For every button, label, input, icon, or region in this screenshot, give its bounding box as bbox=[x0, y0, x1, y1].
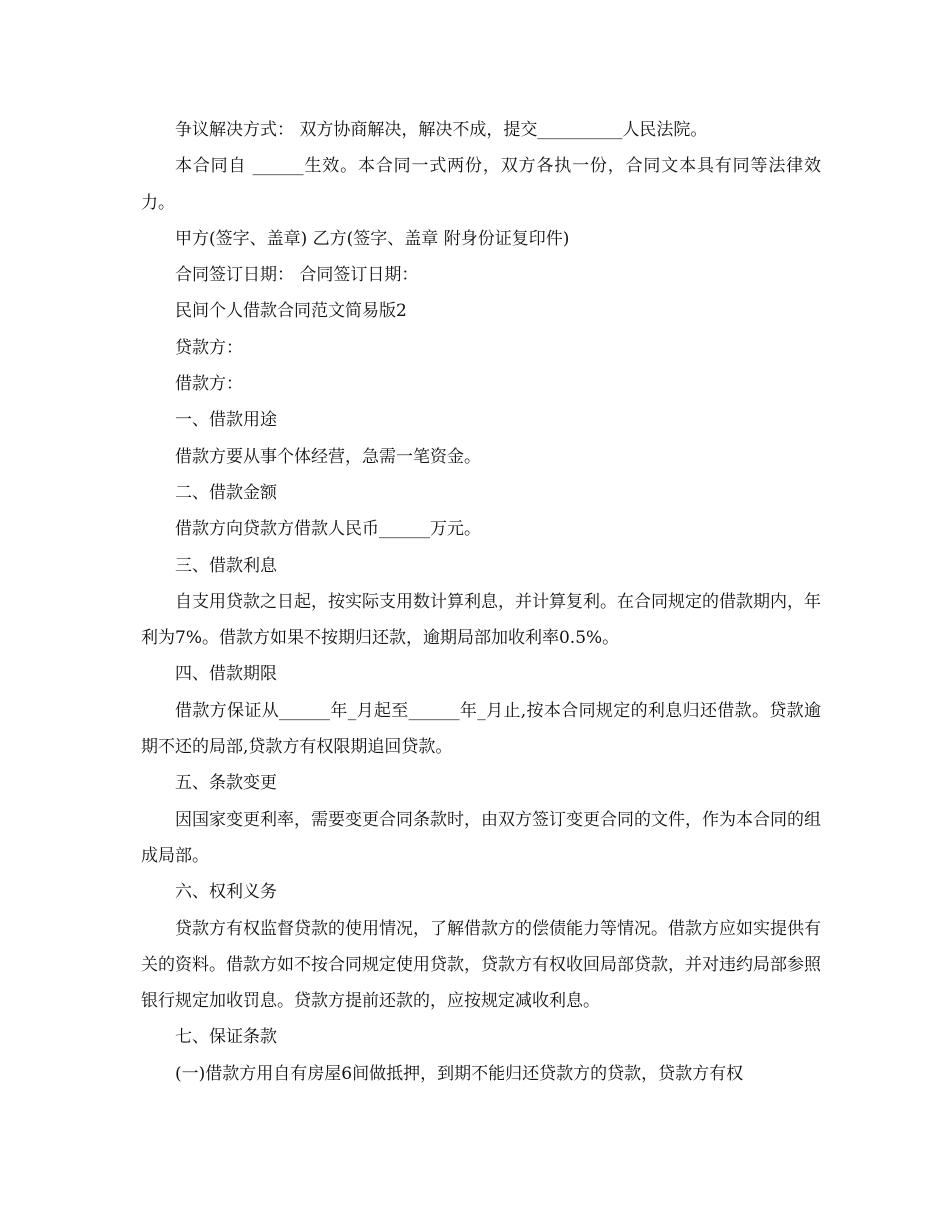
signing-date-line: 合同签订日期： 合同签订日期： bbox=[175, 265, 419, 286]
purpose-paragraph: 借款方要从事个体经营，急需一笔资金。 bbox=[175, 446, 481, 467]
effective-clause-paragraph: 本合同自 ______生效。本合同一式两份，双方各执一份，合同文本具有同等法律效力。 bbox=[141, 156, 821, 213]
section-heading-interest: 三、借款利息 bbox=[175, 555, 277, 576]
change-paragraph: 因国家变更利率，需要变更合同条款时，由双方签订变更合同的文件，作为本合同的组成局部。 bbox=[141, 809, 821, 866]
section-heading-change: 五、条款变更 bbox=[175, 773, 277, 794]
lender-line: 贷款方： bbox=[175, 337, 243, 358]
rights-paragraph: 贷款方有权监督贷款的使用情况，了解借款方的偿债能力等情况。借款方应如实提供有关的资料。借款方如不按合同规定使用贷款，贷款方有权收回局部贷款，并对违约局部参照银行规定加收罚息。贷款方提前还款的，应按规定减收利息。 bbox=[141, 918, 821, 1012]
contract-title: 民间个人借款合同范文简易版2 bbox=[175, 301, 407, 322]
section-heading-rights: 六、权利义务 bbox=[175, 882, 277, 903]
term-paragraph: 借款方保证从______年_月起至______年_月止,按本合同规定的利息归还借款。贷款逾期不还的局部,贷款方有权限期追回贷款。 bbox=[141, 700, 821, 758]
borrower-line: 借款方： bbox=[175, 374, 243, 395]
section-heading-guarantee: 七、保证条款 bbox=[175, 1027, 277, 1048]
document-body bbox=[141, 112, 821, 1092]
amount-paragraph: 借款方向贷款方借款人民币______万元。 bbox=[175, 519, 481, 540]
section-heading-purpose: 一、借款用途 bbox=[175, 410, 277, 431]
interest-paragraph: 自支用贷款之日起，按实际支用数计算利息，并计算复利。在合同规定的借款期内，年利为7%。借款方如果不按期归还款，逾期局部加收利率0.5%。 bbox=[141, 591, 821, 649]
section-heading-amount: 二、借款金额 bbox=[175, 482, 277, 503]
signature-line: 甲方(签字、盖章) 乙方(签字、盖章 附身份证复印件) bbox=[175, 228, 570, 249]
dispute-resolution-paragraph: 争议解决方式： 双方协商解决，解决不成，提交__________人民法院。 bbox=[175, 120, 708, 140]
section-heading-term: 四、借款期限 bbox=[175, 664, 277, 685]
guarantee-paragraph: (一)借款方用自有房屋6间做抵押，到期不能归还贷款方的贷款，贷款方有权 bbox=[175, 1063, 744, 1084]
